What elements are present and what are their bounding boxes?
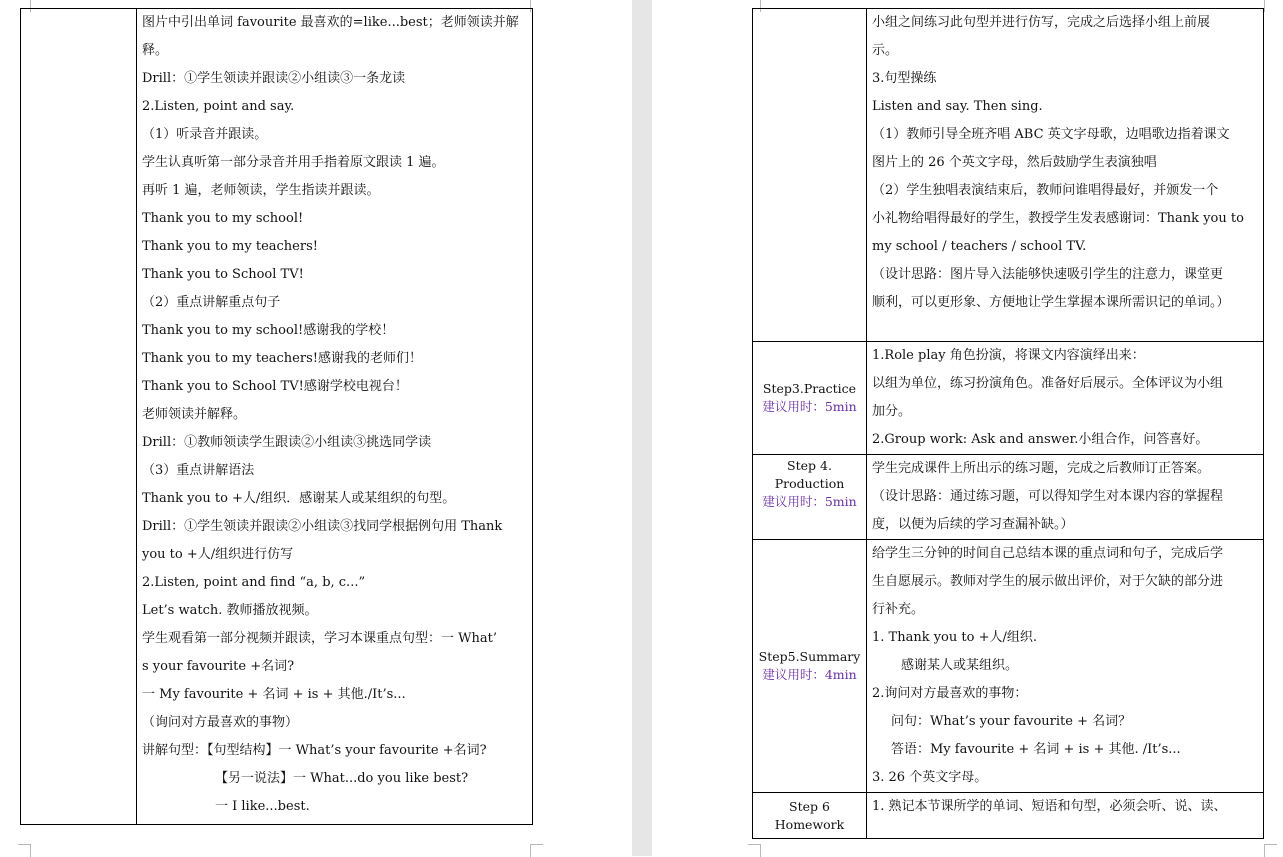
step-cell-practice xyxy=(753,342,867,455)
document-page-left xyxy=(0,0,632,856)
step-cell-production xyxy=(753,455,867,540)
text-line: （设计思路：通过练习题，可以得知学生对本课内容的掌握程 xyxy=(872,489,1224,504)
text-line: Drill：①教师领读学生跟读②小组读③挑选同学读 xyxy=(142,435,432,450)
text-line: 图片中引出单词 favourite 最喜欢的=like...best；老师领读并解 xyxy=(142,15,519,30)
step-title: Step5.Summary xyxy=(758,649,861,664)
text-line: 感谢某人或某组织。 xyxy=(901,658,1019,673)
crop-mark xyxy=(748,844,761,857)
text-line: Drill：①学生领读并跟读②小组读③一条龙读 xyxy=(142,71,406,86)
text-line: 学生认真听第一部分录音并用手指着原文跟读 1 遍。 xyxy=(142,155,445,170)
text-line: Listen and say. Then sing. xyxy=(872,99,1043,114)
step-title: Step 6 Homework xyxy=(774,798,845,832)
text-line: 顺利，可以更形象、方便地让学生掌握本课所需识记的单词。） xyxy=(872,295,1230,310)
text-line: 小礼物给唱得最好的学生，教授学生发表感谢词：Thank you to xyxy=(872,211,1244,226)
text-line: 一 My favourite + 名词 + is + 其他./It’s... xyxy=(142,687,406,702)
step-title: Step 4. Production xyxy=(774,458,845,491)
text-line: 讲解句型：【句型结构】一 What’s your favourite +名词? xyxy=(142,743,487,758)
text-line: （2）重点讲解重点句子 xyxy=(142,295,281,310)
text-line: 1. Thank you to +人/组织. xyxy=(872,630,1037,645)
text-line: Thank you to School TV!感谢学校电视台！ xyxy=(142,379,408,394)
text-line: 一 I like...best. xyxy=(215,799,310,814)
text-line: Drill：①学生领读并跟读②小组读③找同学根据例句用 Thank xyxy=(142,519,503,534)
crop-mark xyxy=(1264,0,1277,12)
text-line: （询问对方最喜欢的事物） xyxy=(142,715,299,730)
procedure-cell xyxy=(867,793,1264,839)
procedure-cell xyxy=(867,9,1264,342)
crop-mark xyxy=(18,844,31,857)
text-line: 释。 xyxy=(142,43,169,58)
page-gutter xyxy=(632,0,652,856)
text-line: Thank you to my school!感谢我的学校！ xyxy=(142,323,395,338)
text-line: 生自愿展示。教师对学生的展示做出评价，对于欠缺的部分进 xyxy=(872,574,1224,589)
text-line: （1）教师引导全班齐唱 ABC 英文字母歌，边唱歌边指着课文 xyxy=(872,127,1230,142)
text-line: 学生观看第一部分视频并跟读，学习本课重点句型：一 What’ xyxy=(142,631,497,646)
text-line: Thank you to my teachers!感谢我的老师们！ xyxy=(142,351,422,366)
text-line: 2.Group work: Ask and answer.小组合作，问答喜好。 xyxy=(872,432,1209,447)
text-line: Thank you to my teachers! xyxy=(142,239,318,254)
text-line: （1）听录音并跟读。 xyxy=(142,127,268,142)
text-line: 再听 1 遍，老师领读，学生指读并跟读。 xyxy=(142,183,380,198)
text-line: （2）学生独唱表演结束后，教师问谁唱得最好，并颁发一个 xyxy=(872,183,1219,198)
text-line: 2.询问对方最喜欢的事物： xyxy=(872,686,1028,701)
procedure-cell xyxy=(867,540,1264,793)
lesson-table-right xyxy=(752,8,1264,839)
crop-mark xyxy=(1264,844,1277,857)
text-line: 3.句型操练 xyxy=(872,71,937,86)
text-line: 1.Role play 角色扮演，将课文内容演绎出来： xyxy=(872,348,1145,363)
step-cell-empty xyxy=(21,9,137,825)
text-line: 问句：What’s your favourite + 名词？ xyxy=(891,714,1132,729)
text-line: Thank you to School TV! xyxy=(142,267,304,282)
crop-mark xyxy=(530,844,543,857)
text-line: my school / teachers / school TV. xyxy=(872,239,1087,254)
step-cell-homework xyxy=(753,793,867,839)
text-line: 加分。 xyxy=(872,404,912,419)
text-line: Let’s watch. 教师播放视频。 xyxy=(142,603,318,618)
text-line: s your favourite +名词? xyxy=(142,659,295,674)
text-line: 1. 熟记本节课所学的单词、短语和句型，必须会听、说、读、 xyxy=(872,799,1227,814)
text-line: 小组之间练习此句型并进行仿写，完成之后选择小组上前展 xyxy=(872,15,1211,30)
step-time: 建议用时：5min xyxy=(762,399,857,414)
text-line: 度，以便为后续的学习查漏补缺。） xyxy=(872,517,1074,532)
text-line: 答语：My favourite + 名词 + is + 其他. /It’s... xyxy=(891,742,1181,757)
text-line: 给学生三分钟的时间自己总结本课的重点词和句子，完成后学 xyxy=(872,546,1224,561)
procedure-cell xyxy=(867,342,1264,455)
text-line: 图片上的 26 个英文字母，然后鼓励学生表演独唱 xyxy=(872,155,1157,170)
text-line: you to +人/组织进行仿写 xyxy=(142,547,294,562)
step-cell-summary xyxy=(753,540,867,793)
step-cell-empty xyxy=(753,9,867,342)
text-line: 2.Listen, point and say. xyxy=(142,99,295,114)
text-line: 3. 26 个英文字母。 xyxy=(872,770,988,785)
step-time: 建议用时：5min xyxy=(762,494,857,509)
document-page-right xyxy=(652,0,1283,856)
text-line: （3）重点讲解语法 xyxy=(142,463,255,478)
text-line: 行补充。 xyxy=(872,602,925,617)
text-line: 【另一说法】一 What...do you like best? xyxy=(215,771,469,786)
text-line: （设计思路：图片导入法能够快速吸引学生的注意力，课堂更 xyxy=(872,267,1224,282)
lesson-table-left xyxy=(20,8,533,825)
text-line: 示。 xyxy=(872,43,899,58)
text-line: Thank you to +人/组织．感谢某人或某组织的句型。 xyxy=(142,491,456,506)
procedure-cell xyxy=(867,455,1264,540)
step-title: Step3.Practice xyxy=(762,381,857,396)
text-line: 2.Listen, point and find “a, b, c...” xyxy=(142,575,366,590)
text-line: Thank you to my school! xyxy=(142,211,304,226)
text-line: 以组为单位，练习扮演角色。准备好后展示。全体评议为小组 xyxy=(872,376,1224,391)
text-line: 老师领读并解释。 xyxy=(142,407,247,422)
text-line: 学生完成课件上所出示的练习题，完成之后教师订正答案。 xyxy=(872,461,1211,476)
step-time: 建议用时：4min xyxy=(762,667,857,682)
procedure-cell xyxy=(137,9,533,825)
